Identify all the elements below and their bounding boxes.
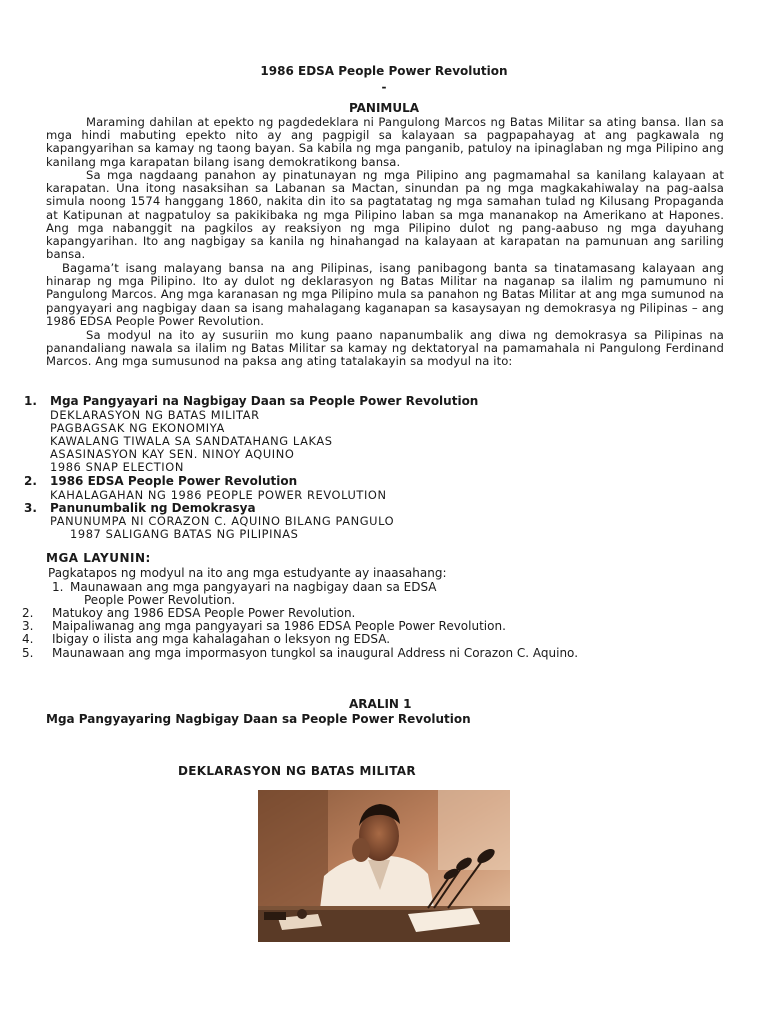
section-heading: DEKLARASYON NG BATAS MILITAR: [178, 764, 416, 778]
intro-paragraph-4: Sa modyul na ito ay susuriin mo kung paano napanumbalik ang diwa ng demokrasya sa Pilipinas na panandaliang nawala sa ilalim ng Batas Militar sa kamay ng dektatoryal na pamamahala ni Pangulong Ferdinand Marcos. Ang mga sumusunod na paksa ang ating tatalakayin sa modyul na ito:: [46, 328, 724, 369]
objective-text: Ibigay o ilista ang mga kahalagahan o leksyon ng EDSA.: [52, 632, 391, 646]
intro-paragraph-2: Sa mga nagdaang panahon ay pinatunayan ng mga Pilipino ang pagmamahal sa kanilang kalayaan at karapatan. Una itong nasaksihan sa Labanan sa Mactan, sinundan pa ng mga magkakahiwalay na pag-aalsa simula noong 1574 hanggang 1860, nakita din ito sa pagtatatag ng mga samahan tulad ng Kilusang Propaganda at Katipunan at nagpatuloy sa pakikibaka ng mga Pilipino laban sa mga mananakop na Amerikano at Hapones. Ang mga nabanggit na pagkilos ay reaksiyon ng mga Pilipino dulot ng pang-aabuso ng mga dayuhang kapangyarihan. Ito ang nagbigay sa kanila ng hinahangad na kalayaan at karapatan na pamunuan ang sariling bansa.: [46, 168, 724, 262]
lesson-title: Mga Pangyayaring Nagbigay Daan sa People Power Revolution: [46, 712, 471, 726]
outline-item: KAWALANG TIWALA SA SANDATAHANG LAKAS: [50, 434, 333, 448]
outline-title: 1986 EDSA People Power Revolution: [50, 474, 298, 488]
objectives-heading: MGA LAYUNIN:: [46, 551, 151, 565]
outline-title: Panunumbalik ng Demokrasya: [50, 501, 256, 515]
historical-photo: [258, 790, 510, 942]
intro-paragraph-1: Maraming dahilan at epekto ng pagdedeklara ni Pangulong Marcos ng Batas Militar sa ating bansa. Ilan sa mga hindi mabuting epekto nito ay ang pagpigil sa kalayaan sa pagpapahayag at ang pagkawala ng kapangyarihan sa kamay ng taong bayan. Sa kabila ng mga panganib, patuloy na ipinaglaban ng mga Pilipino ang kanilang mga karapatan bilang isang demokratikong bansa.: [46, 115, 724, 169]
objective-text-continued: People Power Revolution.: [84, 593, 236, 607]
outline-item: PAGBAGSAK NG EKONOMIYA: [50, 421, 225, 435]
outline-item: PANUNUMPA NI CORAZON C. AQUINO BILANG PANGULO: [50, 514, 395, 528]
outline-item: DEKLARASYON NG BATAS MILITAR: [50, 408, 260, 422]
objective-number: 1.: [52, 580, 64, 594]
intro-paragraph-3: Bagama’t isang malayang bansa na ang Pilipinas, isang panibagong banta sa tinatamasang kalayaan ang hinarap ng mga Pilipino. Ito ay dulot ng deklarasyon ng Batas Militar na naganap sa ilalim ng pamumuno ni Pangulong Marcos. Ang mga karanasan ng mga Pilipino mula sa panahon ng Batas Militar at ang mga sumunod na pangyayari ang nagbigay daan sa isang mahalagang kaganapan sa kasaysayan ng demokrasya ng Pilipinas – ang 1986 EDSA People Power Revolution.: [46, 261, 724, 328]
objective-text: Maunawaan ang mga impormasyon tungkol sa inaugural Address ni Corazon C. Aquino.: [52, 646, 579, 660]
objective-number: 3.: [22, 619, 34, 633]
objective-text: Maunawaan ang mga pangyayari na nagbigay daan sa EDSA: [70, 580, 437, 594]
outline-number: 2.: [24, 474, 37, 488]
outline-item: KAHALAGAHAN NG 1986 PEOPLE POWER REVOLUTION: [50, 488, 387, 502]
objective-text: Matukoy ang 1986 EDSA People Power Revolution.: [52, 606, 356, 620]
outline-number: 3.: [24, 501, 37, 515]
outline-item: 1986 SNAP ELECTION: [50, 460, 184, 474]
objectives-intro: Pagkatapos ng modyul na ito ang mga estudyante ay inaasahang:: [48, 566, 447, 580]
outline-number: 1.: [24, 394, 37, 408]
objective-number: 4.: [22, 632, 34, 646]
objective-number: 5.: [22, 646, 34, 660]
lesson-label: ARALIN 1: [349, 697, 412, 711]
outline-item: ASASINASYON KAY SEN. NINOY AQUINO: [50, 447, 295, 461]
title-dash: -: [381, 80, 387, 94]
objective-number: 2.: [22, 606, 34, 620]
outline-item: 1987 SALIGANG BATAS NG PILIPINAS: [70, 527, 299, 541]
objective-text: Maipaliwanag ang mga pangyayari sa 1986 EDSA People Power Revolution.: [52, 619, 506, 633]
document-title: 1986 EDSA People Power Revolution: [260, 64, 508, 78]
outline-title: Mga Pangyayari na Nagbigay Daan sa People Power Revolution: [50, 394, 479, 408]
intro-heading: PANIMULA: [348, 101, 420, 115]
